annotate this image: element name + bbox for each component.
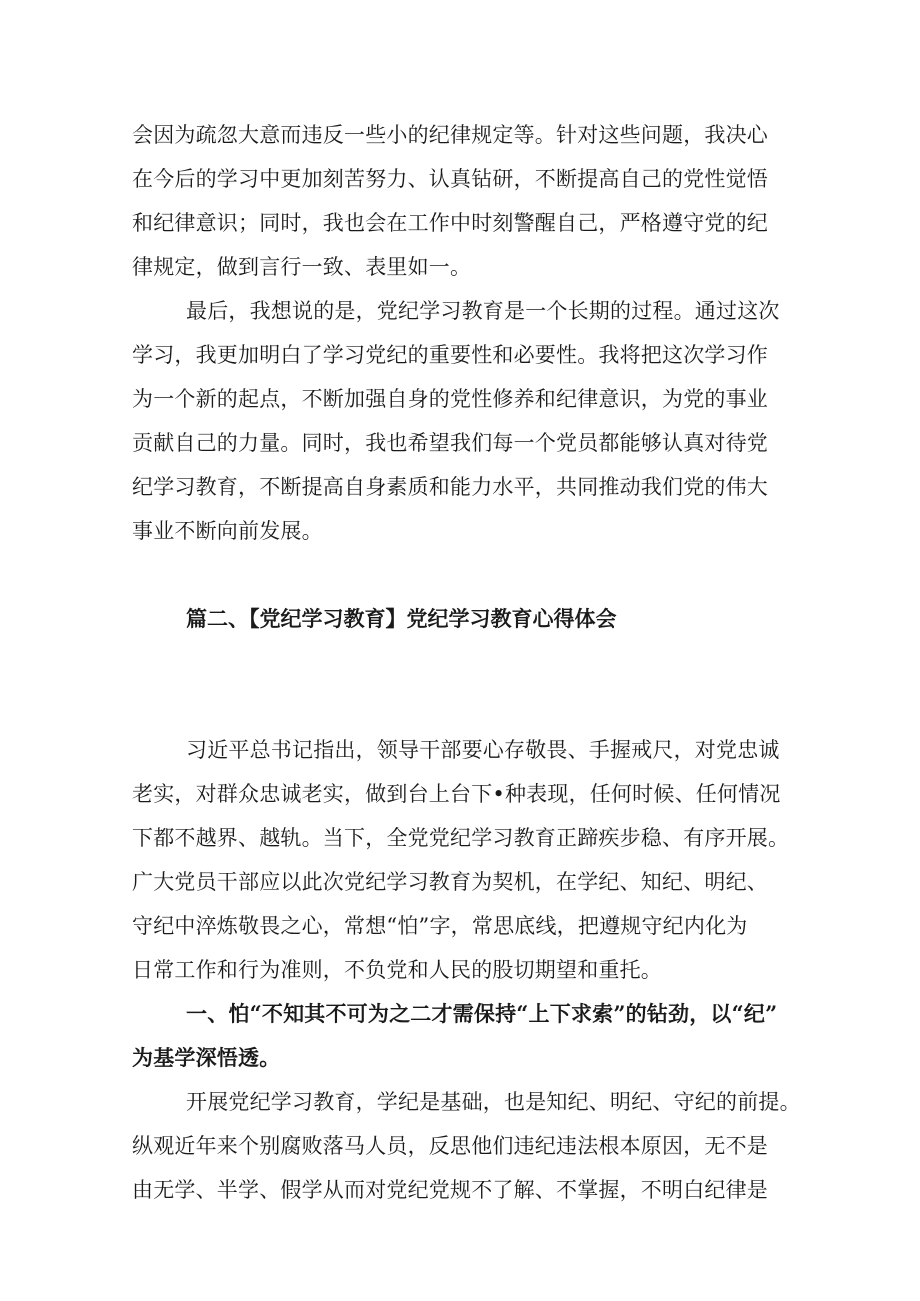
body-text-line: 纪学习教育，不断提高自身素质和能力水平，共同推动我们党的伟大 bbox=[132, 475, 768, 499]
body-text-line: 守纪中淬炼敬畏之心，常想“怕”字，常思底线，把遵规守纪内化为 bbox=[132, 914, 748, 938]
body-text-line: 下都不越界、越轨。当下，全党党纪学习教育正蹄疾步稳、有序开展。 bbox=[132, 826, 790, 850]
body-text-line: 广大党员干部应以此次党纪学习教育为契机，在学纪、知纪、明纪、 bbox=[132, 870, 768, 894]
body-text-line: 纵观近年来个别腐败落马人员，反思他们违纪违法根本原因，无不是 bbox=[132, 1134, 768, 1158]
body-text-line: 由无学、半学、假学从而对党纪党规不了解、不掌握，不明白纪律是 bbox=[132, 1178, 768, 1202]
paragraph-first-line: 开展党纪学习教育，学纪是基础，也是知纪、明纪、守纪的前提。 bbox=[186, 1090, 801, 1114]
body-text-line: 学习，我更加明白了学习党纪的重要性和必要性。我将把这次学习作 bbox=[132, 343, 768, 367]
body-text-line: 事业不断向前发展。 bbox=[132, 519, 323, 543]
paragraph-first-line: 最后，我想说的是，党纪学习教育是一个长期的过程。通过这次 bbox=[186, 299, 780, 323]
paragraph-first-line: 习近平总书记指出，领导干部要心存敬畏、手握戒尺，对党忠诚 bbox=[186, 738, 780, 762]
body-text-line: 为一个新的起点，不断加强自身的党性修养和纪律意识，为党的事业 bbox=[132, 387, 768, 411]
body-text-line: 贡献自己的力量。同时，我也希望我们每一个党员都能够认真对待党 bbox=[132, 431, 768, 455]
body-text-line: 和纪律意识；同时，我也会在工作中时刻警醒自己，严格遵守党的纪 bbox=[132, 211, 768, 235]
body-text-line: 律规定，做到言行一致、表里如一。 bbox=[132, 255, 472, 279]
body-text-line: 会因为疏忽大意而违反一些小的纪律规定等。针对这些问题，我决心 bbox=[132, 123, 768, 147]
section-title: 篇二、【党纪学习教育】党纪学习教育心得体会 bbox=[186, 606, 617, 631]
body-text-line: 日常工作和行为准则，不负党和人民的股切期望和重托。 bbox=[132, 958, 662, 982]
body-text-line: 老实，对群众忠诚老实，做到台上台下•种表现，任何时候、任何情况 bbox=[132, 782, 781, 806]
subheading-line: 为基学深悟透。 bbox=[132, 1045, 281, 1070]
subheading-line: 一、怕“不知其不可为之二才需保持“上下求索”的钻劲，以“纪” bbox=[186, 1001, 778, 1026]
body-text-line: 在今后的学习中更加刻苦努力、认真钻研，不断提高自己的党性觉悟 bbox=[132, 167, 768, 191]
